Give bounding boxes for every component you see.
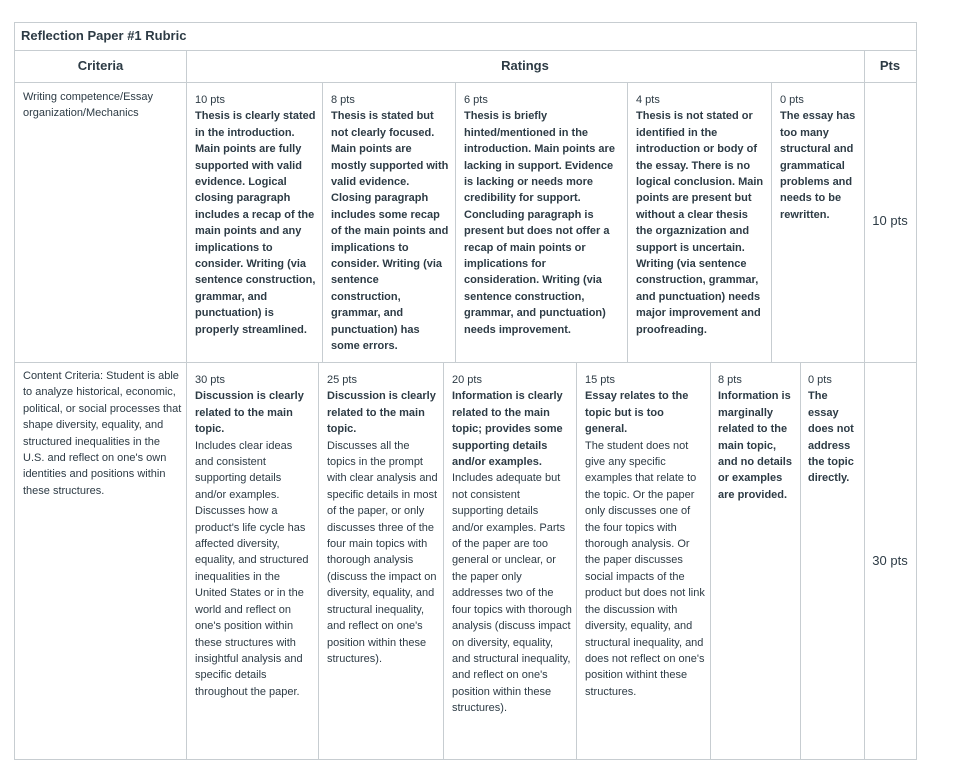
rating-points: 30 pts — [195, 374, 225, 386]
rating-points: 8 pts — [718, 374, 742, 386]
rating-points: 15 pts — [585, 374, 615, 386]
criterion-total-points: 30 pts — [872, 553, 908, 568]
rating-long-description: Includes clear ideas and consistent supporting details and/or examples. Discusses how a product's life cycle has affected diversity, equality, and structured inequalities in the United States or in the world and reflect on one's position within these structures with insightful analysis and specific details throughout the paper. — [195, 439, 309, 698]
rating-description: Essay relates to the topic but is too general. — [585, 390, 689, 436]
pts-divider — [864, 51, 865, 760]
rating-divider — [771, 83, 772, 362]
rating-description: The essay has too many structural and grammatical problems and needs to be rewritten. — [780, 110, 856, 221]
rubric-table — [14, 22, 917, 760]
rating-divider — [627, 83, 628, 362]
rating-divider — [576, 362, 577, 760]
criterion-writing: Writing competence/Essay organization/Mechanics — [23, 91, 154, 120]
rating-cell[interactable] — [195, 372, 313, 700]
rating-description: Thesis is not stated or identified in the introduction or body of the essay. There is no logical conclusion. Main points are present but without a clear thesis the orgaznization and support is uncertain. Writing (via sentence construction, grammar, and punctuation) needs major improvement and proofreading. — [636, 110, 764, 336]
rating-cell[interactable] — [780, 92, 860, 223]
rating-description: Information is marginally related to the main topic, and no details or examples are provided. — [718, 390, 792, 501]
rating-divider — [443, 362, 444, 760]
rating-long-description: The student does not give any specific examples that relate to the topic. Or the paper only discusses one of the four topics with thorough analysis. Or the paper discusses social impacts of the product but does not link the discussion with diversity, equality, and structural inequality, and does not reflect on one's position withint these structures. — [585, 439, 705, 698]
rating-description: Thesis is briefly hinted/mentioned in the introduction. Main points are lacking in support. Evidence is lacking or needs more credibility for support. Concluding paragraph is present but does not offer a recap of main points or implications for consideration. Writing (via sentence construction, grammar, and punctuation) needs improvement. — [464, 110, 615, 336]
criteria-header: Criteria — [15, 51, 186, 83]
rating-cell[interactable] — [636, 92, 766, 338]
rating-description: Thesis is stated but not clearly focused. Main points are mostly supported with valid evidence. Closing paragraph includes some recap of the main points and implications to consider. Writing (via sentence construction, grammar, and punctuation) has some errors. — [331, 110, 449, 353]
rating-points: 10 pts — [195, 94, 225, 106]
ratings-header: Ratings — [186, 51, 864, 83]
rating-long-description: Discusses all the topics in the prompt with clear analysis and specific details in most of the paper, or only discusses three of the four main topics with thorough analysis (discuss the impact on diversity, equality, and structural inequality, and reflect on one's position within these structures). — [327, 439, 438, 665]
rating-cell[interactable] — [718, 372, 796, 503]
rating-points: 8 pts — [331, 94, 355, 106]
rating-cell[interactable] — [195, 92, 317, 338]
rating-divider — [322, 83, 323, 362]
rating-points: 25 pts — [327, 374, 357, 386]
rating-points: 20 pts — [452, 374, 482, 386]
criteria-divider — [186, 51, 187, 760]
rating-divider — [318, 362, 319, 760]
rating-points: 0 pts — [808, 374, 832, 386]
rating-divider — [800, 362, 801, 760]
pts-header: Pts — [864, 51, 916, 83]
rating-description: Information is clearly related to the main topic; provides some supporting details and/or examples. — [452, 390, 563, 469]
criterion-total-points: 10 pts — [872, 213, 908, 228]
rating-points: 6 pts — [464, 94, 488, 106]
rating-cell[interactable] — [585, 372, 706, 700]
rating-divider — [710, 362, 711, 760]
rating-description: The essay does not address the topic directly. — [808, 390, 854, 485]
rating-points: 4 pts — [636, 94, 660, 106]
rating-description: Discussion is clearly related to the main topic. — [327, 390, 436, 436]
rating-long-description: Includes adequate but not consistent supporting details and/or examples. Parts of the paper are too general or unclear, or the paper only addresses two of the four topics with thorough analysis (discuss impact on diversity, equality, and structural inequality, and reflect on one's position within these structures). — [452, 472, 572, 715]
rating-cell[interactable] — [452, 372, 572, 717]
rating-cell[interactable] — [327, 372, 439, 667]
rating-description: Thesis is clearly stated in the introduction. Main points are fully supported with valid evidence. Logical closing paragraph includes a recap of the main points and any implications to consider. Writing (via sentence construction, grammar, and punctuation) is properly streamlined. — [195, 110, 316, 336]
row-divider — [15, 362, 916, 363]
rating-cell[interactable] — [331, 92, 449, 355]
rating-points: 0 pts — [780, 94, 804, 106]
rating-divider — [455, 83, 456, 362]
rubric-title: Reflection Paper #1 Rubric — [15, 23, 916, 51]
rating-cell[interactable] — [808, 372, 860, 487]
criterion-content: Content Criteria: Student is able to analyze historical, economic, political, or social processes that shape diversity, equality, and structured inequalities in the U.S. and reflect on one's own identities and positions within these structures. — [23, 370, 182, 497]
rating-cell[interactable] — [464, 92, 622, 338]
rating-description: Discussion is clearly related to the main topic. — [195, 390, 304, 436]
